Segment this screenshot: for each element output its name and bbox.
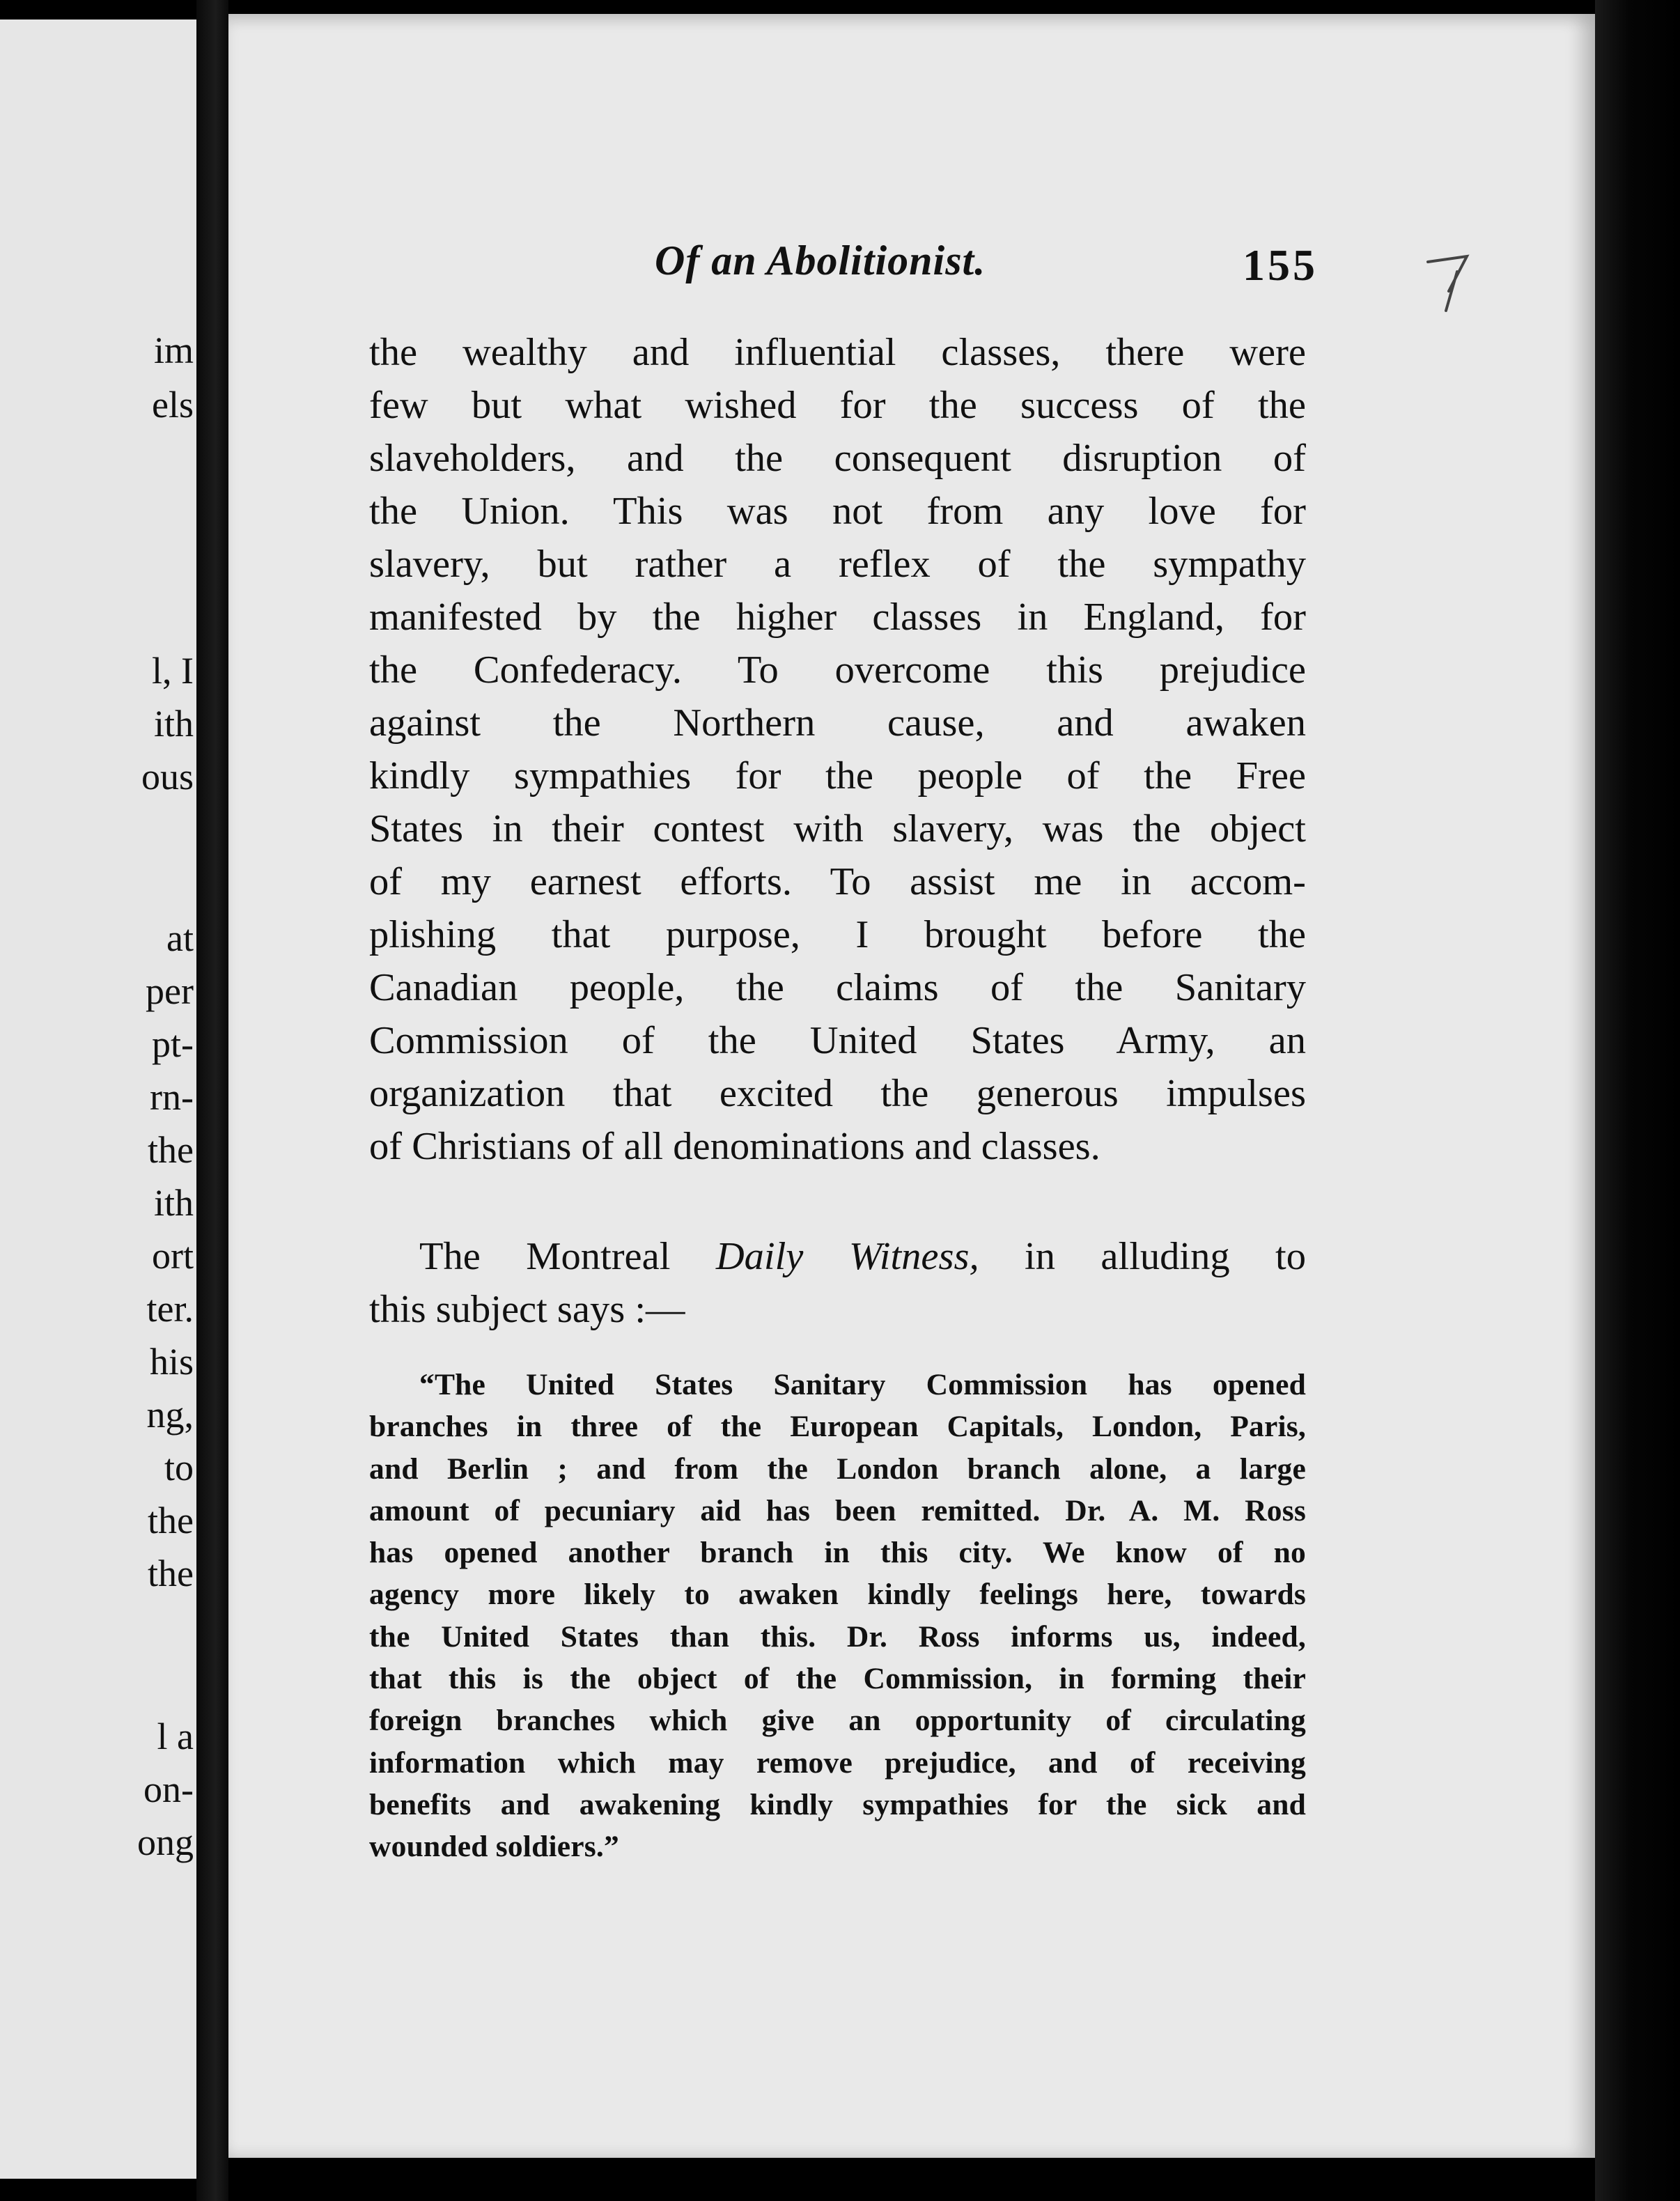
text-line: of my earnest efforts. To assist me in accom-: [369, 860, 1306, 903]
left-page-fragment: ter.: [146, 1288, 194, 1330]
text-line: the Confederacy. To overcome this prejudice: [369, 648, 1306, 692]
newspaper-title: Daily Witness,: [715, 1235, 979, 1278]
text-line: kindly sympathies for the people of the Free: [369, 754, 1306, 798]
quote-line: benefits and awakening kindly sympathies for the sick and: [369, 1787, 1306, 1821]
left-page-fragment: ous: [141, 756, 194, 798]
page-edge-shadow: [1595, 0, 1680, 2201]
quote-line: amount of pecuniary aid has been remitted. Dr. A. M. Ross: [369, 1493, 1306, 1527]
page-number: 155: [1243, 240, 1318, 290]
text-line: Commission of the United States Army, an: [369, 1019, 1306, 1062]
text-line: organization that excited the generous impulses: [369, 1072, 1306, 1115]
left-page-fragment: ong: [137, 1821, 194, 1863]
quote-line: and Berlin ; and from the London branch alone, a large: [369, 1452, 1306, 1486]
text-line: States in their contest with slavery, was the object: [369, 807, 1306, 850]
quote-line: has opened another branch in this city. We know of no: [369, 1536, 1306, 1570]
left-page-fragment: l, I: [152, 650, 194, 692]
left-page-fragment: the: [148, 1553, 194, 1594]
quote-line: foreign branches which give an opportunity of circulating: [369, 1704, 1306, 1738]
text-line: the wealthy and influential classes, there were: [369, 331, 1306, 374]
left-page-fragment: im: [153, 329, 194, 371]
text-line: plishing that purpose, I brought before the: [369, 913, 1306, 956]
running-head: Of an Abolitionist.: [655, 238, 986, 283]
left-page-fragment: per: [146, 970, 194, 1012]
book-gutter: [196, 0, 228, 2201]
left-page-fragment: the: [148, 1500, 194, 1541]
text-run: in alluding to: [979, 1235, 1306, 1278]
text-line: slaveholders, and the consequent disruption of: [369, 437, 1306, 480]
previous-page-edge: [0, 20, 196, 2179]
left-page-fragment: els: [152, 384, 194, 426]
quote-line: wounded soldiers.”: [369, 1830, 619, 1864]
left-page-fragment: ith: [153, 1182, 194, 1224]
text-line: against the Northern cause, and awaken: [369, 701, 1306, 745]
text-line: Canadian people, the claims of the Sanitary: [369, 966, 1306, 1009]
paragraph-2: [369, 1230, 1306, 1336]
left-page-fragment: the: [148, 1129, 194, 1171]
left-page-fragment: on-: [143, 1768, 194, 1810]
text-line: manifested by the higher classes in England, for: [369, 596, 1306, 639]
quote-line: information which may remove prejudice, and of receiving: [369, 1745, 1306, 1780]
text-line: [369, 1230, 1306, 1283]
left-page-fragment: pt-: [152, 1023, 194, 1065]
text-line: few but what wished for the success of the: [369, 384, 1306, 427]
left-page-fragment: ort: [152, 1235, 194, 1277]
paragraph-1: [369, 326, 1306, 1173]
text-line: this subject says :—: [369, 1288, 685, 1331]
text-line: slavery, but rather a reflex of the sympathy: [369, 543, 1306, 586]
quote-line: that this is the object of the Commission, in forming their: [369, 1662, 1306, 1696]
text-line: the Union. This was not from any love for: [369, 490, 1306, 533]
left-page-fragment: ith: [153, 703, 194, 745]
quote-line: agency more likely to awaken kindly feelings here, towards: [369, 1578, 1306, 1612]
text-run: The Montreal: [419, 1235, 716, 1278]
quote-line: “The United States Sanitary Commission has opened: [419, 1368, 1306, 1401]
pencil-mark-icon: [1421, 252, 1477, 315]
quote-line: the United States than this. Dr. Ross informs us, indeed,: [369, 1619, 1306, 1654]
left-page-fragment: ng,: [146, 1394, 194, 1436]
left-page-fragment: to: [164, 1447, 194, 1488]
left-page-fragment: rn-: [150, 1076, 194, 1118]
left-page-fragment: l a: [157, 1716, 194, 1757]
left-page-fragment: his: [149, 1341, 194, 1383]
text-line: of Christians of all denominations and classes.: [369, 1125, 1100, 1168]
block-quotation: [369, 1364, 1306, 1868]
quote-line: branches in three of the European Capitals, London, Paris,: [369, 1410, 1306, 1444]
left-page-fragment: at: [166, 917, 194, 959]
